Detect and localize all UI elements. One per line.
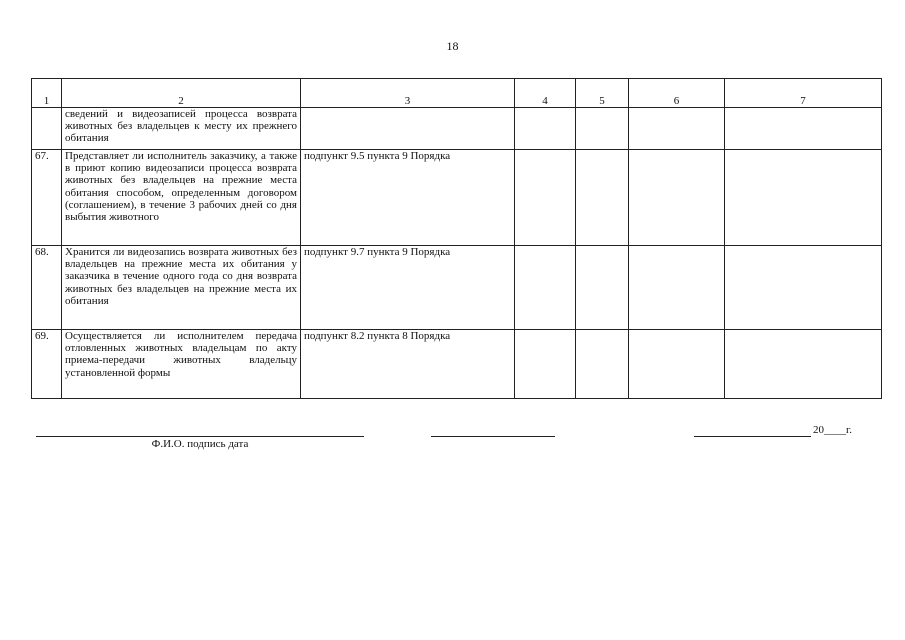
row-number: 69. bbox=[32, 330, 62, 399]
column-header-4: 4 bbox=[515, 79, 576, 108]
table-row bbox=[32, 150, 882, 246]
question-cell: Представляет ли исполнитель заказчику, а также в приют копию видеозаписи процесса возврата животных без владельцев на прежние места обитания способом, определенным договором (соглашением), в течение 3 рабочих дней со дня выбытия животного bbox=[62, 150, 301, 246]
column-header-7: 7 bbox=[725, 79, 882, 108]
answer-yes-cell[interactable] bbox=[515, 330, 576, 399]
answer-no-cell[interactable] bbox=[576, 330, 629, 399]
column-header-2: 2 bbox=[62, 79, 301, 108]
signature-name-line[interactable] bbox=[36, 436, 364, 437]
question-cell: Хранится ли видеозапись возврата животных без владельцев на прежние места их обитания у заказчика в течение одного года со дня возврата животных без владельцев на прежние места их обитания bbox=[62, 246, 301, 330]
table-row bbox=[32, 246, 882, 330]
column-header-1: 1 bbox=[32, 79, 62, 108]
not-applicable-cell[interactable] bbox=[629, 246, 725, 330]
table-row bbox=[32, 108, 882, 150]
basis-cell: подпункт 9.7 пункта 9 Порядка bbox=[301, 246, 515, 330]
column-header-6: 6 bbox=[629, 79, 725, 108]
answer-yes-cell[interactable] bbox=[515, 150, 576, 246]
not-applicable-cell[interactable] bbox=[629, 108, 725, 150]
not-applicable-cell[interactable] bbox=[629, 150, 725, 246]
row-number bbox=[32, 108, 62, 150]
column-header-3: 3 bbox=[301, 79, 515, 108]
answer-yes-cell[interactable] bbox=[515, 246, 576, 330]
answer-no-cell[interactable] bbox=[576, 246, 629, 330]
basis-cell: подпункт 9.5 пункта 9 Порядка bbox=[301, 150, 515, 246]
signature-date-line[interactable] bbox=[694, 436, 811, 437]
inspection-table bbox=[31, 78, 882, 399]
page-number: 18 bbox=[446, 39, 459, 53]
basis-cell bbox=[301, 108, 515, 150]
answer-no-cell[interactable] bbox=[576, 108, 629, 150]
notes-cell[interactable] bbox=[725, 108, 882, 150]
answer-yes-cell[interactable] bbox=[515, 108, 576, 150]
question-cell: Осуществляется ли исполнителем передача отловленных животных владельцам по акту приема-передачи животных владельцу установленной формы bbox=[62, 330, 301, 399]
table-header-row bbox=[32, 79, 882, 108]
signature-caption: Ф.И.О. подпись дата bbox=[151, 438, 249, 450]
table-row bbox=[32, 330, 882, 399]
signature-sign-line[interactable] bbox=[431, 436, 555, 437]
date-year-suffix: 20____г. bbox=[813, 424, 853, 436]
notes-cell[interactable] bbox=[725, 246, 882, 330]
basis-cell: подпункт 8.2 пункта 8 Порядка bbox=[301, 330, 515, 399]
answer-no-cell[interactable] bbox=[576, 150, 629, 246]
row-number: 67. bbox=[32, 150, 62, 246]
row-number: 68. bbox=[32, 246, 62, 330]
notes-cell[interactable] bbox=[725, 150, 882, 246]
notes-cell[interactable] bbox=[725, 330, 882, 399]
column-header-5: 5 bbox=[576, 79, 629, 108]
not-applicable-cell[interactable] bbox=[629, 330, 725, 399]
question-cell: сведений и видеозаписей процесса возврата животных без владельцев к месту их прежнего обитания bbox=[62, 108, 301, 150]
